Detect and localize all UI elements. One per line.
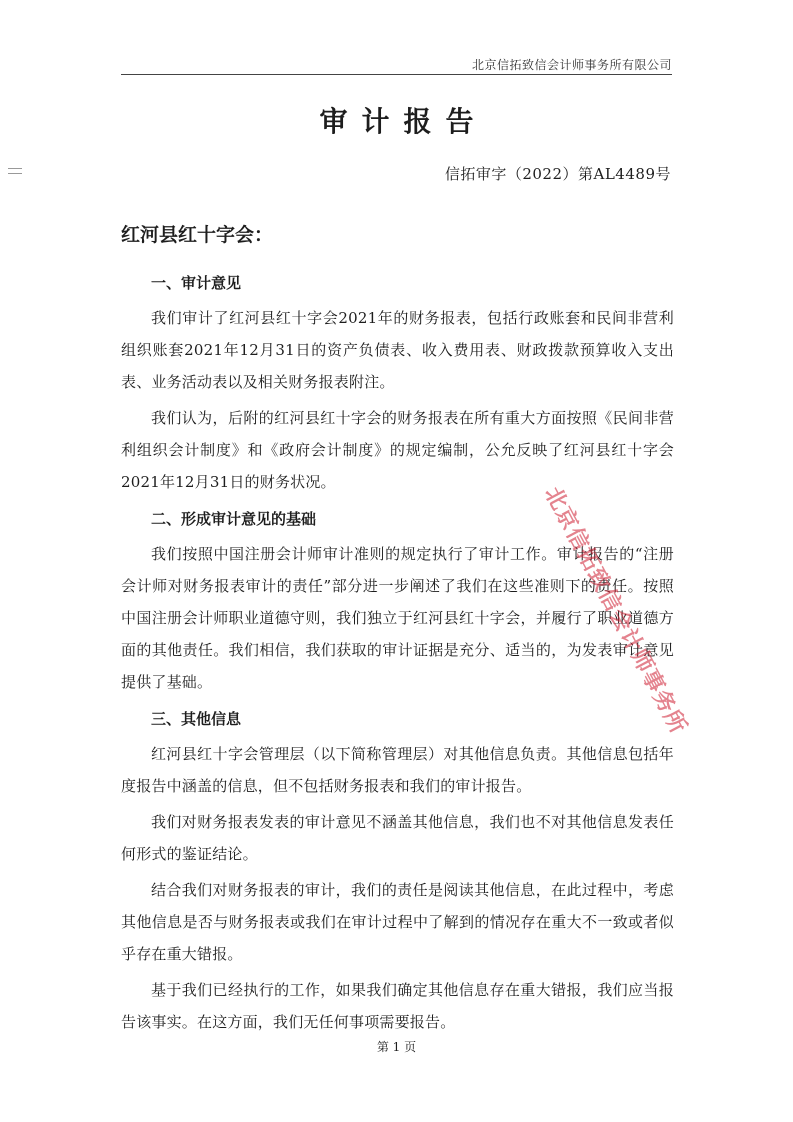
reference-number: 信拓审字（2022）第AL4489号 xyxy=(444,165,671,183)
section-heading-audit-opinion: 一、审计意见 xyxy=(151,274,242,292)
section-heading-other-info: 三、其他信息 xyxy=(151,710,242,728)
paragraph: 我们按照中国注册会计师审计准则的规定执行了审计工作。审计报告的“注册会计师对财务报表审计的责任”部分进一步阐述了我们在这些准则下的责任。按照中国注册会计师职业道德守则，我们独立于红河县红十字会，并履行了职业道德方面的其他责任。我们相信，我们获取的审计证据是充分、适当的，为发表审计意见提供了基础。 xyxy=(121,545,674,691)
page-number: 第 1 页 xyxy=(376,1040,417,1054)
header-firm-name: 北京信拓致信会计师事务所有限公司 xyxy=(471,58,672,72)
paragraph: 我们审计了红河县红十字会2021年的财务报表，包括行政账套和民间非营利组织账套2021年12月31日的资产负债表、收入费用表、财政拨款预算收入支出表、业务活动表以及相关财务报表附注。 xyxy=(121,309,674,391)
section-heading-basis: 二、形成审计意见的基础 xyxy=(151,510,317,528)
report-body xyxy=(121,262,691,1042)
header-rule xyxy=(121,74,672,75)
seal-stamp: 北京信拓致信会计师事务所 xyxy=(539,482,691,739)
paragraph: 我们认为，后附的红河县红十字会的财务报表在所有重大方面按照《民间非营利组织会计制度》和《政府会计制度》的规定编制，公允反映了红河县红十字会2021年12月31日的财务状况。 xyxy=(121,409,674,491)
document-title: 审计报告 xyxy=(319,105,488,138)
scan-edge-marks xyxy=(8,168,22,176)
paragraph: 红河县红十字会管理层（以下简称管理层）对其他信息负责。其他信息包括年度报告中涵盖的信息，但不包括财务报表和我们的审计报告。 xyxy=(121,745,674,795)
addressee: 红河县红十字会： xyxy=(121,224,274,246)
paragraph: 我们对财务报表发表的审计意见不涵盖其他信息，我们也不对其他信息发表任何形式的鉴证结论。 xyxy=(121,813,674,863)
paragraph: 基于我们已经执行的工作，如果我们确定其他信息存在重大错报，我们应当报告该事实。在这方面，我们无任何事项需要报告。 xyxy=(121,981,674,1031)
paragraph: 结合我们对财务报表的审计，我们的责任是阅读其他信息，在此过程中，考虑其他信息是否与财务报表或我们在审计过程中了解到的情况存在重大不一致或者似乎存在重大错报。 xyxy=(121,881,674,963)
